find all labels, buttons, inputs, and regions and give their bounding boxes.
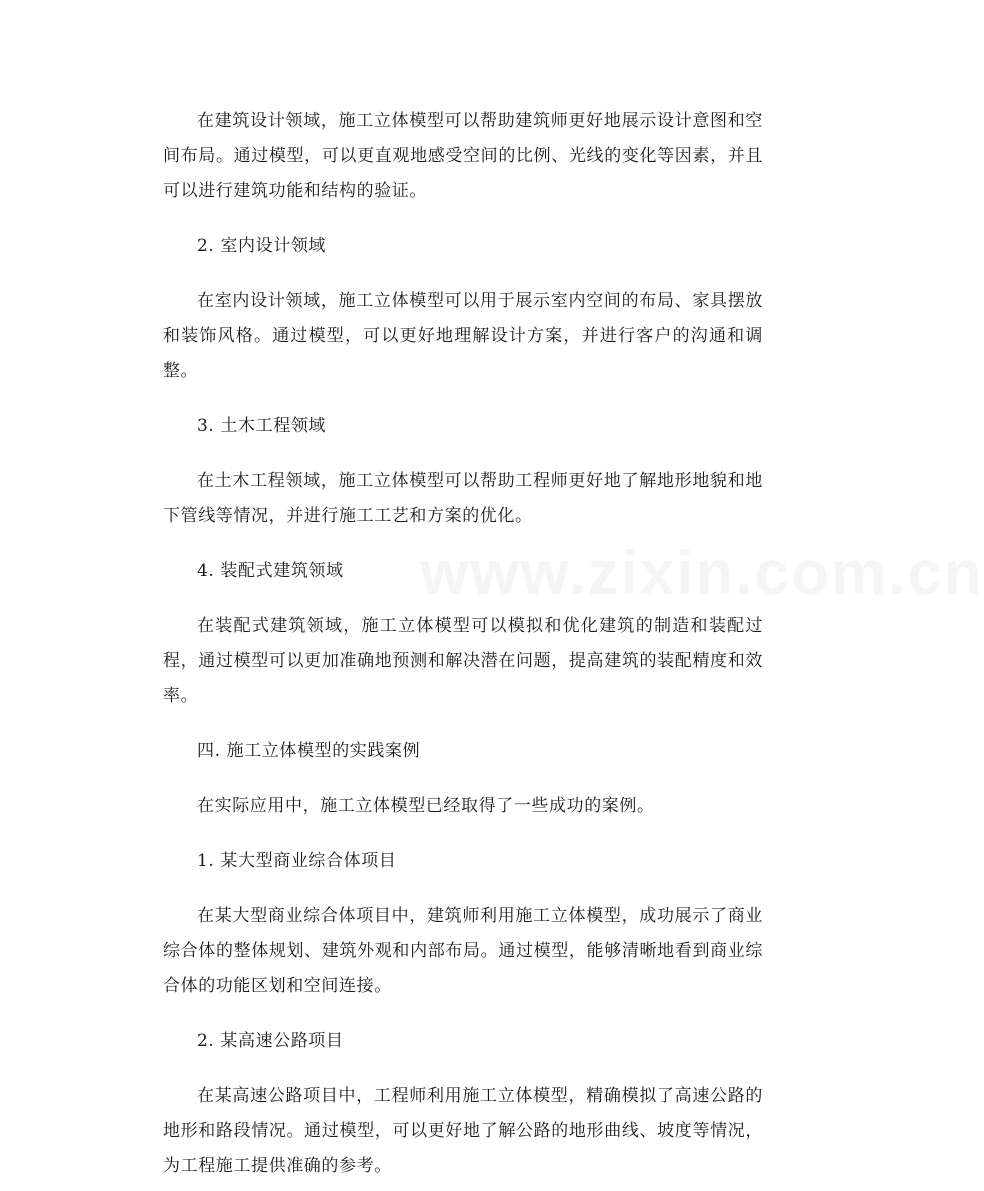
- paragraph-architecture: 在建筑设计领域，施工立体模型可以帮助建筑师更好地展示设计意图和空间布局。通过模型，可以更直观地感受空间的比例、光线的变化等因素，并且可以进行建筑功能和结构的验证。: [163, 111, 763, 201]
- heading-interior-design: 2. 室内设计领域: [197, 236, 327, 256]
- document-body: [163, 104, 763, 1184]
- watermark: www.zixin.com.cn: [420, 539, 984, 608]
- paragraph-prefab-building: 在装配式建筑领域，施工立体模型可以模拟和优化建筑的制造和装配过程，通过模型可以更加准确地预测和解决潜在问题，提高建筑的装配精度和效率。: [163, 616, 763, 706]
- heading-highway-project: 2. 某高速公路项目: [197, 1031, 344, 1051]
- heading-practice-cases: 四. 施工立体模型的实践案例: [197, 741, 421, 761]
- heading-prefab-building: 4. 装配式建筑领域: [197, 561, 344, 581]
- heading-commercial-complex: 1. 某大型商业综合体项目: [197, 851, 397, 871]
- paragraph-highway-project: 在某高速公路项目中，工程师利用施工立体模型，精确模拟了高速公路的地形和路段情况。通过模型，可以更好地了解公路的地形曲线、坡度等情况，为工程施工提供准确的参考。: [163, 1086, 763, 1176]
- paragraph-interior-design: 在室内设计领域，施工立体模型可以用于展示室内空间的布局、家具摆放和装饰风格。通过模型，可以更好地理解设计方案，并进行客户的沟通和调整。: [163, 291, 763, 381]
- paragraph-practice-intro: 在实际应用中，施工立体模型已经取得了一些成功的案例。: [197, 796, 655, 816]
- paragraph-civil-engineering: 在土木工程领域，施工立体模型可以帮助工程师更好地了解地形地貌和地下管线等情况，并进行施工工艺和方案的优化。: [163, 471, 763, 526]
- heading-civil-engineering: 3. 土木工程领域: [197, 416, 327, 436]
- paragraph-commercial-complex: 在某大型商业综合体项目中，建筑师利用施工立体模型，成功展示了商业综合体的整体规划、建筑外观和内部布局。通过模型，能够清晰地看到商业综合体的功能区划和空间连接。: [163, 906, 763, 996]
